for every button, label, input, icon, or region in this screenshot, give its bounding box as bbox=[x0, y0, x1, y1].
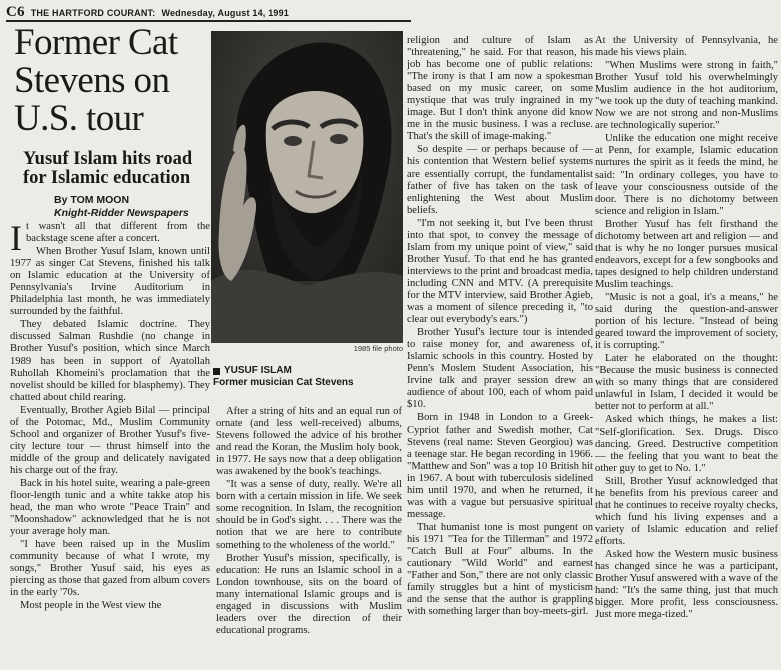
paragraph: Later he elaborated on the thought: "Because the music business is connected with so many things that are considered unlawful in Islam, I decided it would be better not to perform at all." bbox=[595, 353, 778, 413]
page-number: C6 bbox=[6, 4, 25, 20]
paragraph: At the University of Pennsylvania, he made his views plain. bbox=[595, 35, 778, 59]
paragraph: Back in his hotel suite, wearing a pale-green floor-length tunic and a white takke atop his head, the man who wrote "Peace Train" and "Moonshadow" acknowledged that he is not your average holy man. bbox=[10, 477, 210, 538]
drop-cap: I bbox=[10, 221, 22, 258]
paragraph: That humanist tone is most pungent on his 1971 "Tea for the Tillerman" and 1972 "Catch Bull at Four" albums. In the cautionary "Wild World" and earnest "Father and Son," there are not only classic family struggles but a hint of mysticism and the sense that the author is grappling with something larger than boy-meets-girl. bbox=[407, 521, 593, 618]
newspaper-name: THE HARTFORD COURANT: bbox=[30, 8, 156, 18]
paragraph: "I have been raised up in the Muslim community because of what I wrote, my songs," Brother Yusuf said, his eyes as piercing as those that gazed from album covers in the early '70s. bbox=[10, 539, 210, 599]
caption-bullet-icon bbox=[213, 368, 220, 375]
paragraph: So despite — or perhaps because of — his contention that Western belief systems are essentially corrupt, the fundamentalist father of five has taken on the task of enlightening the West about Muslim beliefs. bbox=[407, 144, 593, 216]
paragraph: Asked how the Western music business has changed since he was a participant, Brother Yusuf answered with a wave of the hand: "It's the same thing, just that much bigger. More profit, less consciousness. Just more mega-tized." bbox=[595, 548, 778, 621]
paragraph: They debated Islamic doctrine. They discussed Salman Rushdie (no change in Brother Yusuf's position, which since March 1989 has been in support of Ayatollah Ruhollah Khomeini's proclamation that the novelist should be killed for blasphemy). They chatted about child rearing. bbox=[10, 319, 210, 403]
article-column-3 bbox=[407, 35, 593, 670]
paragraph: When Brother Yusuf Islam, known until 1977 as singer Cat Stevens, finished his talk on Islamic education at the University of Pennsylvania's Irvine Auditorium in Philadelphia last month, he was immediately surrounded by the faithful. bbox=[10, 246, 210, 318]
photo-credit: 1985 file photo bbox=[353, 344, 403, 353]
paragraph: Brother Yusuf's mission, specifically, is education: He runs an Islamic school in a London townhouse, sits on the board of many international Islamic groups and is engaged in discussions with Muslim leaders over the direction of their educational programs. bbox=[216, 552, 402, 636]
subheadline: Yusuf Islam hits road for Islamic education bbox=[23, 149, 193, 188]
caption-text: Former musician Cat Stevens bbox=[213, 377, 354, 388]
caption-name: YUSUF ISLAM bbox=[224, 365, 292, 376]
paragraph: religion and culture of Islam as "threatening," he said. For that reason, his job has become one of public relations: "The irony is that I am now a spokesman based on my music career, on some mystique that was truly ingrained in my image. But I don't think anyone did know me in the music business. I was a recluse. That's the skill of image-making." bbox=[407, 35, 593, 143]
article-column-2 bbox=[216, 406, 402, 670]
paragraph: "When Muslims were strong in faith," Brother Yusuf told his overwhelmingly Muslim audience in the hot auditorium, "we took up the duty of teaching mankind. Now we are not strong and non-Muslims are technologically superior." bbox=[595, 60, 778, 132]
paragraph: Most people in the West view the bbox=[20, 600, 162, 612]
article-column-4 bbox=[595, 35, 778, 670]
paragraph: Born in 1948 in London to a Greek-Cypriot father and Swedish mother, Cat Stevens (real name: Steven Georgiou) was a teenage star. He began recording in 1966. "Matthew and Son" was a top 10 British hit in 1967. A bout with tuberculosis sidelined him until 1970, and when he returned, it was with a vague but persuasive spiritual message. bbox=[407, 412, 593, 520]
paragraph: Brother Yusuf's lecture tour is intended to raise money for, and awareness of, Islamic schools in this country. Hosted by Penn's Moslem Student Association, his Irvine talk and prayer session drew an audience of about 100, each of whom paid $10. bbox=[407, 327, 593, 411]
page-folio bbox=[6, 4, 411, 22]
paragraph: "It was a sense of duty, really. We're all born with a certain mission in life. We seek some recognition. In Islam, the recognition should be in God's sight. . . . There was the notion that we are here to contribute something to the wholeness of the world." bbox=[216, 479, 402, 551]
portrait-image bbox=[211, 31, 403, 343]
byline bbox=[54, 194, 214, 220]
photo-caption bbox=[213, 365, 403, 389]
portrait-photo bbox=[211, 31, 403, 343]
article-column-1 bbox=[10, 221, 210, 670]
paragraph: Unlike the education one might receive at Penn, for example, Islamic education nurtures the spirit as it feeds the mind, he said: "In ordinary colleges, you have to leave your consciousness outside of the door. There is no dichotomy between science and religion in Islam." bbox=[595, 133, 778, 217]
headline: Former Cat Stevens on U.S. tour bbox=[14, 22, 178, 139]
lead-paragraph-text: t wasn't all that different from the backstage scene after a concert. bbox=[26, 221, 210, 245]
paragraph: "I'm not seeking it, but I've been thrust into that spot, to convey the message of Islam from my unique point of view," said Brother Yusuf. To that end he has granted interviews to the print and broadcast media, including CNN and MTV. (A prerequisite for the MTV interview, said Brother Agieb, was a moment of silence preceding it, "to clear out everybody's ears.") bbox=[407, 217, 593, 326]
byline-author: By TOM MOON bbox=[54, 194, 130, 206]
paragraph: "Music is not a goal, it's a means," he said during the question-and-answer portion of his lecture. "Instead of being geared toward the improvement of society, it is corrupting." bbox=[595, 291, 778, 352]
paragraph: Brother Yusuf has felt firsthand the dichotomy between art and religion — and that is why he no longer pursues musical endeavors, except for a few songbooks and tapes designed to help children understand Muslim teachings. bbox=[595, 218, 778, 290]
paragraph: Asked which things, he makes a list: "Self-glorification. Sex. Drugs. Disco dancing. Greed. Destructive competition — the feeling that you want to beat the other guy to get to No. 1." bbox=[595, 414, 778, 474]
byline-organization: Knight-Ridder Newspapers bbox=[54, 207, 189, 219]
lead-paragraph bbox=[10, 221, 210, 258]
paragraph: Still, Brother Yusuf acknowledged that he benefits from his previous career and that he continues to receive royalty checks, which fund his living expenses and a variety of Islamic education and relief efforts. bbox=[595, 475, 778, 547]
issue-date: Wednesday, August 14, 1991 bbox=[161, 8, 290, 18]
paragraph: Eventually, Brother Agieb Bilal — principal of the Potomac, Md., Muslim Community School and organizer of Brother Yusuf's five-city lecture tour — thrust himself into the middle of the group and delicately navigated his charge out of the fray. bbox=[10, 404, 210, 476]
paragraph: After a string of hits and an equal run of ornate (and less well-received) albums, Stevens followed the advice of his brother and read the Koran, the Muslim holy book, in 1977. He says now that a deep obligation was awakened by the book's teachings. bbox=[216, 406, 402, 478]
